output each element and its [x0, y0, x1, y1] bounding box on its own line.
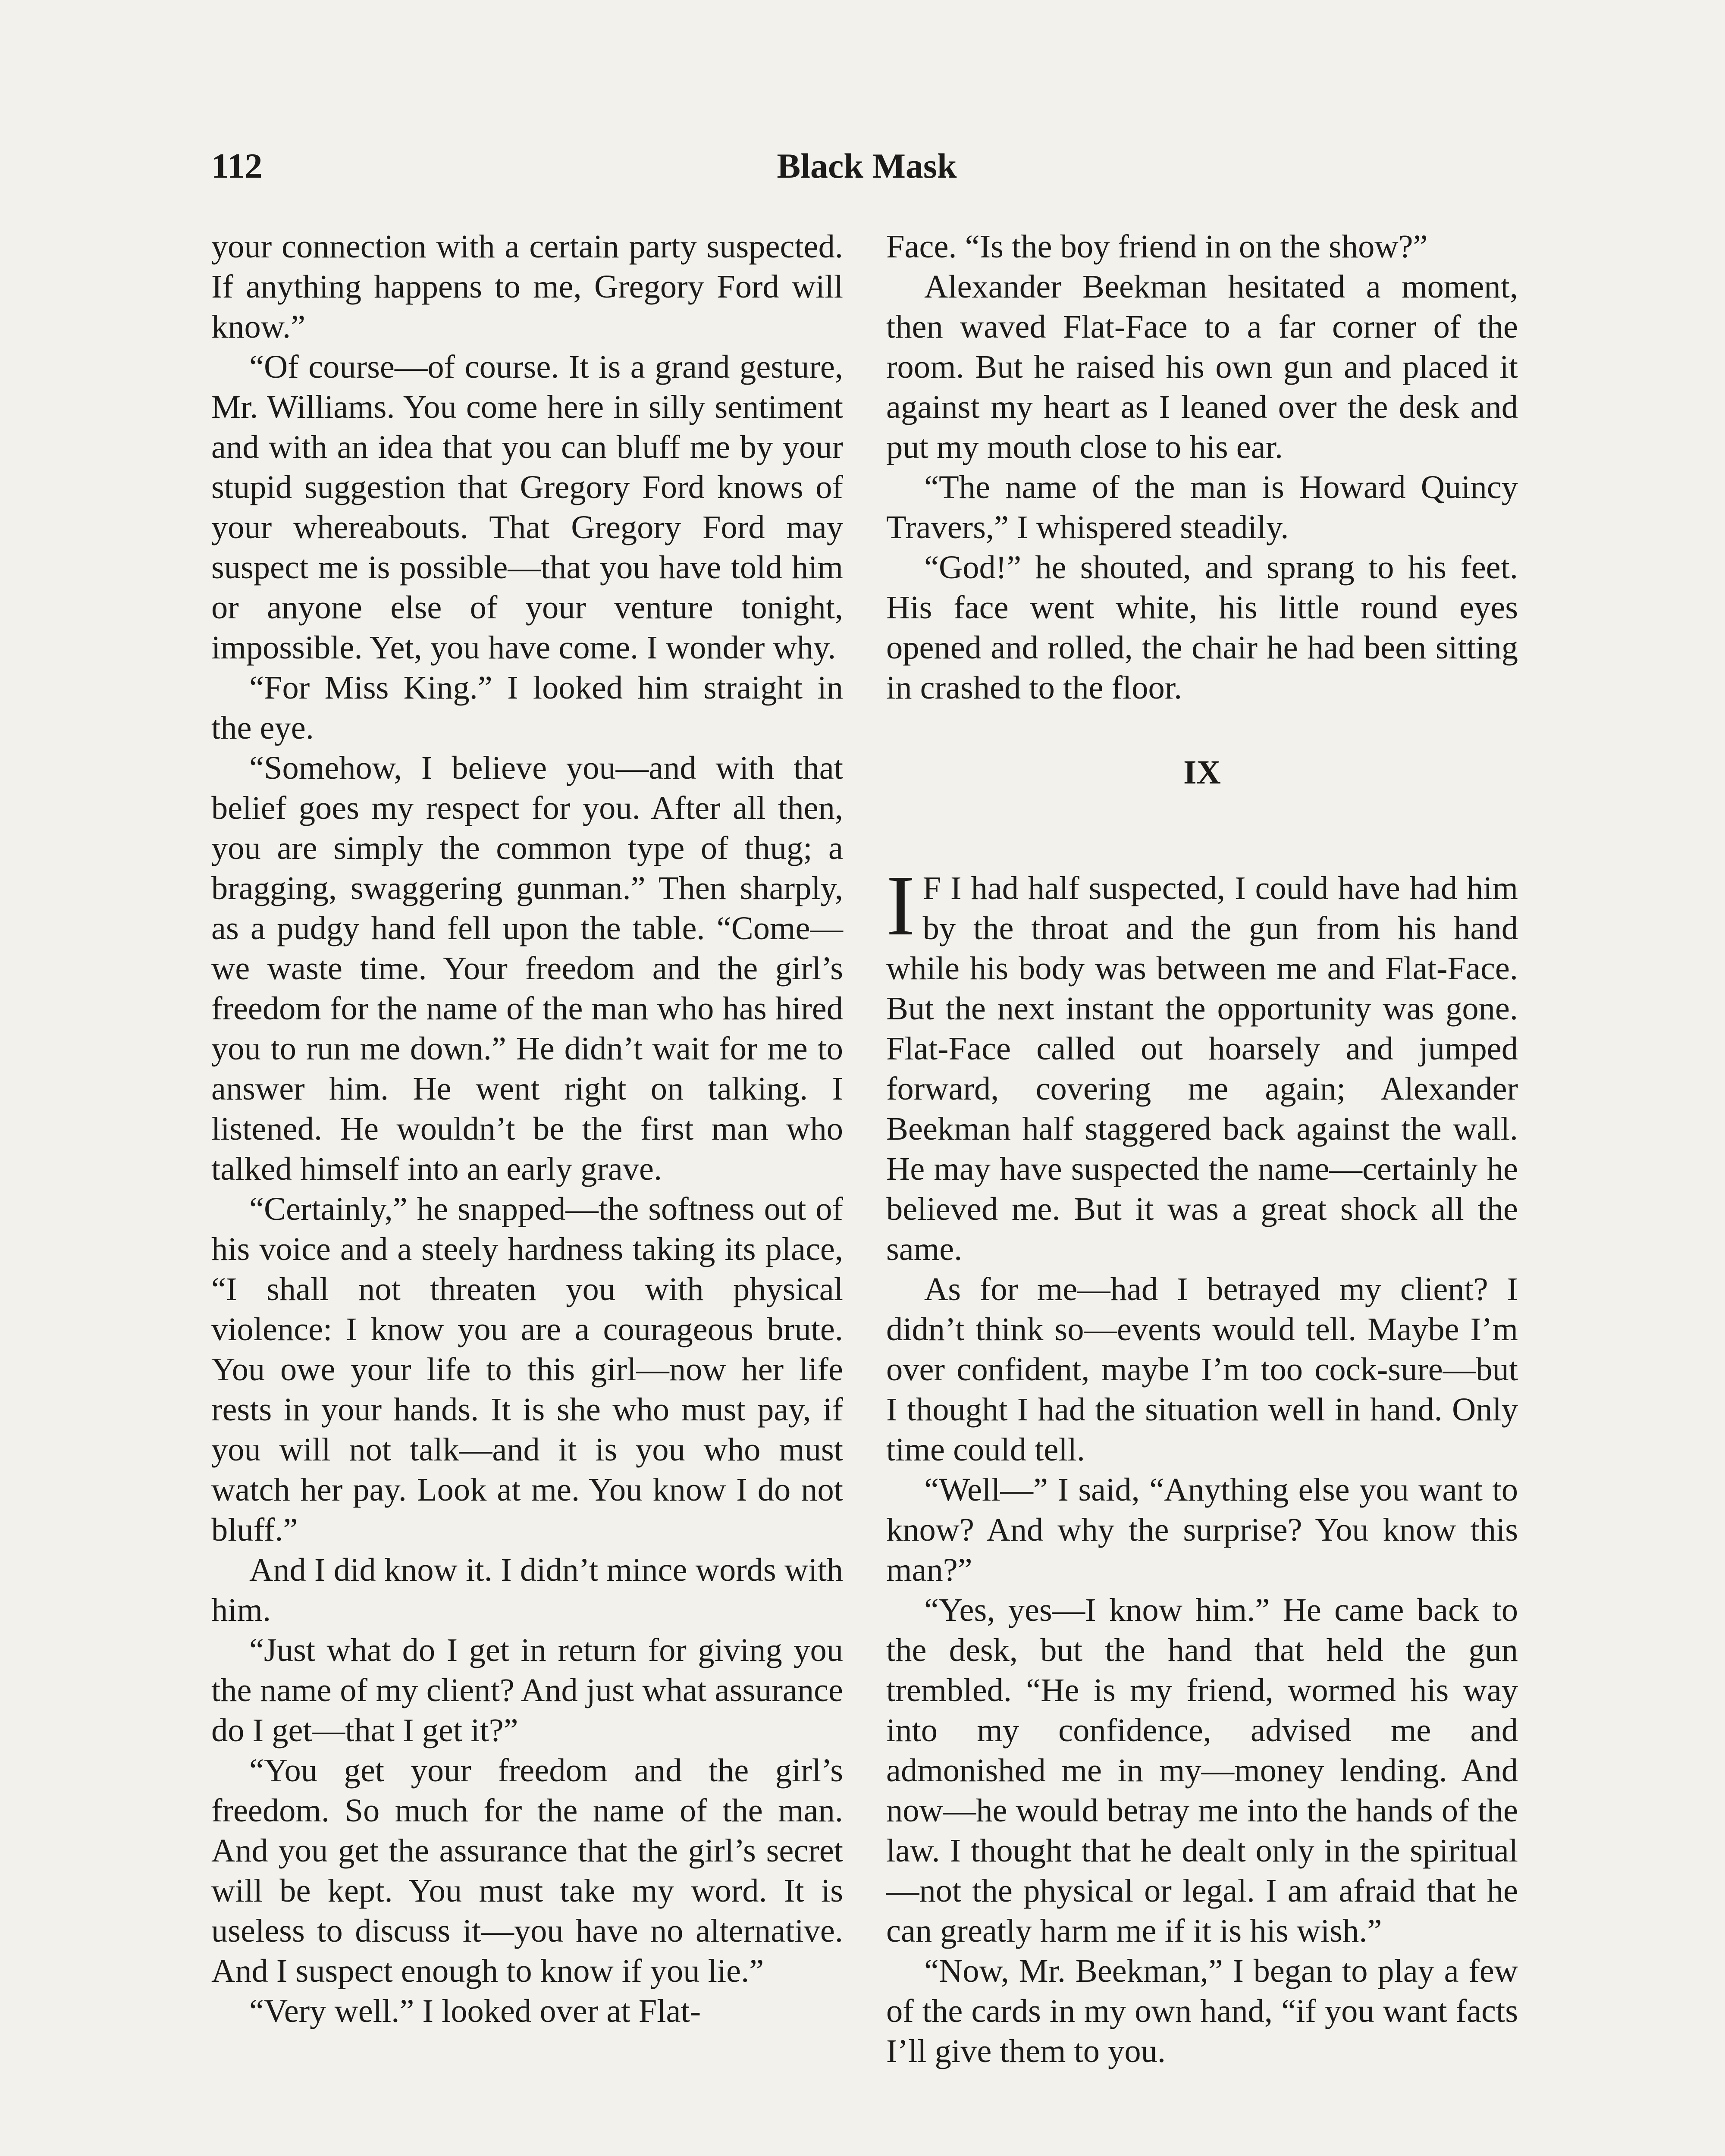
paragraph: “Certainly,” he snapped—the softness out of his voice and a steely hardness taking its place, “I shall not threaten you with physical violence: I know you are a courageous brute. You owe your life to this girl—now her life rests in your hands. It is she who must pay, if you will not talk—and it is you who must watch her pay. Look at me. You know I do not bluff.”	[211, 1191, 843, 1548]
right-column	[886, 226, 1518, 2071]
section-opening-paragraph	[886, 858, 1518, 1269]
running-head: Black Mask	[777, 146, 957, 185]
section-opening-text: F I had half suspected, I could have had him by the throat and the gun from his hand while his body was between me and Flat-Face. But the next instant the opportunity was gone. Flat-Face called out hoarsely and jumped forward, covering me again; Alexander Beekman half staggered back against the wall. He may have suspected the name—certainly he believed me. But it was a great shock all the same.	[886, 870, 1518, 1267]
paragraph: Face. “Is the boy friend in on the show?”	[886, 228, 1428, 265]
paragraph: “Well—” I said, “Anything else you want to know? And why the surprise? You know this man?”	[886, 1471, 1518, 1588]
drop-cap: I	[886, 858, 915, 953]
paragraph: “The name of the man is Howard Quincy Travers,” I whispered steadily.	[886, 469, 1518, 545]
paragraph: “Now, Mr. Beekman,” I began to play a few of the cards in my own hand, “if you want facts I’ll give them to you.	[886, 1952, 1518, 2069]
paragraph: “Somehow, I believe you—and with that belief goes my respect for you. After all then, you are simply the common type of thug; a bragging, swaggering gunman.” Then sharply, as a pudgy hand fell upon the table. “Come—we waste time. Your freedom and the girl’s freedom for the name of the man who has hired you to run me down.” He didn’t wait for me to answer him. He went right on talking. I listened. He wouldn’t be the first man who talked himself into an early grave.	[211, 749, 843, 1187]
paragraph: As for me—had I betrayed my client? I didn’t think so—events would tell. Maybe I’m over confident, maybe I’m too cock-sure—but I thought I had the situation well in hand. Only time could tell.	[886, 1271, 1518, 1468]
section-heading: IX	[1183, 753, 1221, 791]
paragraph: “You get your freedom and the girl’s freedom. So much for the name of the man. And you get the assurance that the girl’s secret will be kept. You must take my word. It is useless to discuss it—you have no alternative. And I suspect enough to know if you lie.”	[211, 1752, 843, 1989]
paragraph: “For Miss King.” I looked him straight in the eye.	[211, 669, 843, 746]
left-column	[211, 226, 843, 2031]
paragraph: “God!” he shouted, and sprang to his feet. His face went white, his little round eyes opened and rolled, the chair he had been sitting in crashed to the floor.	[886, 549, 1518, 706]
paragraph: “Yes, yes—I know him.” He came back to the desk, but the hand that held the gun trembled. “He is my friend, wormed his way into my confidence, advised me and admonished me in my—money lending. And now—he would betray me into the hands of the law. I thought that he dealt only in the spiritual—not the physical or legal. I am afraid that he can greatly harm me if it is his wish.”	[886, 1592, 1518, 1949]
paragraph: your connection with a certain party suspected. If anything happens to me, Gregory Ford will know.”	[211, 228, 843, 345]
page-number: 112	[211, 146, 263, 185]
paragraph: “Of course—of course. It is a grand gesture, Mr. Williams. You come here in silly sentiment and with an idea that you can bluff me by your stupid suggestion that Gregory Ford knows of your whereabouts. That Gregory Ford may suspect me is possible—that you have told him or anyone else of your venture tonight, impossible. Yet, you have come. I wonder why.	[211, 348, 843, 666]
paragraph: “Just what do I get in return for giving you the name of my client? And just what assurance do I get—that I get it?”	[211, 1632, 843, 1749]
paragraph: And I did know it. I didn’t mince words with him.	[211, 1551, 843, 1628]
page-header	[211, 142, 1522, 190]
paragraph: “Very well.” I looked over at Flat-	[249, 1993, 701, 2029]
paragraph: Alexander Beekman hesitated a moment, then waved Flat-Face to a far corner of the room. But he raised his own gun and placed it against my heart as I leaned over the desk and put my mouth close to his ear.	[886, 268, 1518, 465]
